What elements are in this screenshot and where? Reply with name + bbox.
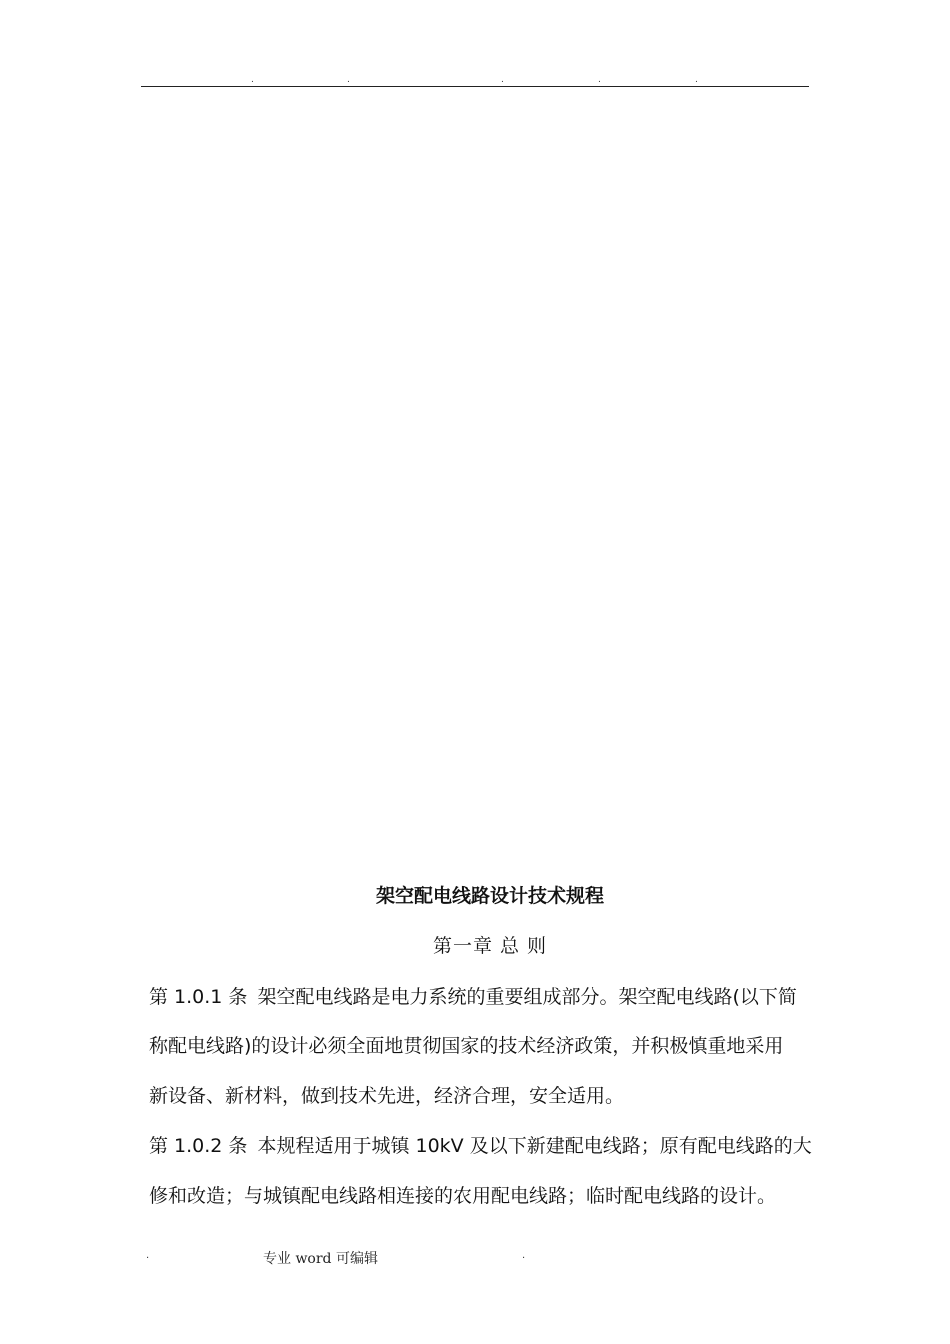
clause-number: 第 1.0.1 条 [149, 986, 248, 1008]
document-title: 架空配电线路设计技术规程 [375, 885, 604, 907]
clause-number: 第 1.0.2 条 [149, 1135, 248, 1157]
header-rule [141, 86, 809, 87]
header-mark: . [251, 75, 254, 85]
clause-text: 架空配电线路是电力系统的重要组成部分。架空配电线路(以下简 [257, 986, 797, 1008]
chapter-heading: 第一章 总 则 [432, 935, 548, 957]
clause-text: 本规程适用于城镇 10kV 及以下新建配电线路；原有配电线路的大 [257, 1135, 812, 1157]
header-mark: . [598, 75, 601, 85]
header-mark: . [347, 75, 350, 85]
clause-1-line-2: 称配电线路)的设计必须全面地贯彻国家的技术经济政策，并积极慎重地采用 [149, 1035, 784, 1057]
footer-text: 专业 word 可编辑 [263, 1251, 378, 1267]
footer-mark-right: . [522, 1250, 526, 1261]
clause-1-line-3: 新设备、新材料，做到技术先进，经济合理，安全适用。 [149, 1085, 625, 1107]
clause-2-line-1 [149, 1134, 812, 1158]
header-mark: . [695, 75, 698, 85]
header-mark: . [501, 75, 504, 85]
footer-mark-left: . [146, 1250, 150, 1261]
clause-2-line-2: 修和改造；与城镇配电线路相连接的农用配电线路；临时配电线路的设计。 [149, 1185, 777, 1207]
clause-1-line-1 [149, 985, 797, 1009]
